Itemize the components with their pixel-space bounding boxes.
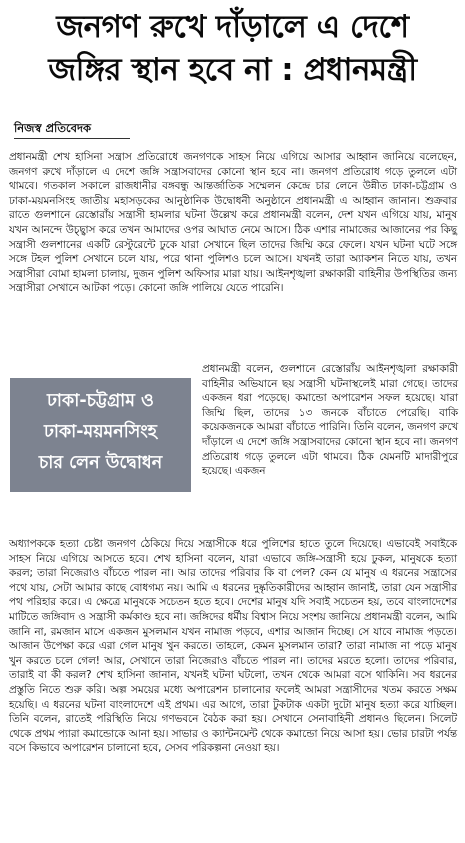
body-paragraph-3: অধ্যাপককে হত্যা চেষ্টা জনগণ ঠেকিয়ে দিয়ে সন্ত্রাসীকে ধরে পুলিশের হাতে তুলে দিয়েছে। এভাবেই সবাইকে সাহস নিয়ে এগিয়ে আসতে হবে। শেখ হাসিনা বলেন, যারা এভাবে জঙ্গি-সন্ত্রাসী হয়ে ঢুকল, মানুষকে হত্যা করল; তারা নিজেরাও বাঁচতে পারল না। আর তাদের পরিবার কি বা পেল? কেন যে মানুষ এ ধরনের সন্ত্রাসের পথে যায়, সেটা আমার কাছে বোধগম্য নয়। আমি এ ধরনের দুষ্কৃতিকারীদের আহ্বান জানাই, তারা যেন সন্ত্রাসীর পথ পরিহার করে। এ ক্ষেত্রে মানুষকে সচেতন হতে হবে। দেশের মানুষ যদি সবাই সচেতন হয়, তবে বাংলাদেশের মাটিতে জঙ্গিবাদ ও সন্ত্রাসী কর্মকাণ্ড হবে না। জঙ্গিদের ধর্মীয় বিশ্বাস নিয়ে সংশয় জানিয়ে প্রধানমন্ত্রী বলেন, আমি জানি না, রমজান মাসে একজন মুসলমান যখন নামাজ পড়বে, এশার আজান দিচ্ছে। সে যাবে নামাজ পড়তে। আজান উপেক্ষা করে এরা গেল মানুষ খুন করতে। তাহলে, কেমন মুসলমান তারা? তারা নামাজ না পড়ে মানুষ খুন করতে চলে গেল! আর, সেখানে তারা নিজেরাও বাঁচতে পারল না। তাদের মরতে হলো। তাদের পরিবার, তারাই বা কী করল? শেখ হাসিনা জানান, যখনই ঘটনা ঘটলো, তখন থেকে আমরা বসে থাকিনি। সব ধরনের প্রস্তুতি নিতে শুরু করি। অল্প সময়ের মধ্যে অপারেশন চালানোর ফলেই আমরা সন্ত্রাসীদের খতম করতে সক্ষম হয়েছি। এ ধরনের ঘটনা বাংলাদেশে এই প্রথম। এর আগে, তারা টুকটাক একটা দুটো মানুষ হত্যা করে যাচ্ছিল। তিনি বলেন, রাতেই পরিস্থিতি নিয়ে গণভবনে বৈঠক করা হয়। সেখানে সেনাবাহিনী প্রধানও ছিলেন। সিলেট থেকে প্রথম প্যারা কমান্ডোকে আনা হয়। সাভার ও ক্যান্টনমেন্ট থেকে কমান্ডো নিয়ে আসা হয়। ভোর চারটা পর্যন্ত বসে কিভাবে অপারেশন চালানো হবে, সেসব পরিকল্পনা নেওয়া হয়। xyxy=(9,538,457,755)
body-paragraph-2: প্রধানমন্ত্রী বলেন, গুলশানে রেস্তোরাঁয় আইনশৃঙ্খলা রক্ষাকারী বাহিনীর অভিযানে ছয় সন্ত্রাসী ঘটনাস্থলেই মারা গেছে। তাদের একজন ধরা পড়েছে। কমান্ডো অপারেশন সফল হয়েছে। যারা জিম্মি ছিল, তাদের ১৩ জনকে বাঁচাতে পেরেছি। বাকি কয়েকজনকে আমরা বাঁচাতে পারিনি। তিনি বলেন, জনগণ রুখে দাঁড়ালে এ দেশে জঙ্গি সন্ত্রাসবাদের কোনো স্থান হবে না। জনগণ প্রতিরোধ গড়ে তুললে এটা থামবে। ঠিক যেমনটি মাদারীপুরে হয়েছে। একজন xyxy=(202,363,458,478)
byline-underline xyxy=(14,138,130,139)
callout-line-3: চার লেন উদ্বোধন xyxy=(38,453,163,473)
body-paragraph-1: প্রধানমন্ত্রী শেখ হাসিনা সন্ত্রাস প্রতিরোধে জনগণকে সাহস নিয়ে এগিয়ে আসার আহ্বান জানিয়ে বলেছেন, জনগণ রুখে দাঁড়ালে এ দেশে জঙ্গি সন্ত্রাসবাদের কোনো স্থান হবে না। জনগণ প্রতিরোধ গড়ে তুললে এটা থামবে। গতকাল সকালে রাজধানীর বঙ্গবন্ধু আন্তর্জাতিক সম্মেলন কেন্দ্রে চার লেনে উন্নীত ঢাকা-চট্টগ্রাম ও ঢাকা-ময়মনসিংহ জাতীয় মহাসড়কের আনুষ্ঠানিক উদ্বোধনী অনুষ্ঠানে প্রধানমন্ত্রী এ আহ্বান জানান। শুক্রবার রাতে গুলশানে রেস্তোরাঁয় সন্ত্রাসী হামলার ঘটনা উল্লেখ করে প্রধানমন্ত্রী বলেন, দেশ যখন এগিয়ে যায়, মানুষ যখন আনন্দে উচ্ছ্বাস করে তখন আমাদের ওপর আঘাত নেমে আসে। ঠিক এশার নামাজের আজানের পর কিছু সন্ত্রাসী গুলশানের একটি রেস্টুরেন্টে ঢুকে যারা সেখানে ছিল তাদের জিম্মি করে ফেলে। যখন ঘটনা ঘটে সঙ্গে সঙ্গে টহল পুলিশ সেখানে চলে যায়, পরে থানা পুলিশও চলে আসে। যখনই তারা অ্যাকশন নিতে যায়, তখন সন্ত্রাসীরা বোমা হামলা চালায়, দুজন পুলিশ অফিসার মারা যায়। আইনশৃঙ্খলা রক্ষাকারী বাহিনীর উপস্থিতির জন্য সন্ত্রাসীরা সেখানে আটকা পড়ে। কোনো জঙ্গি পালিয়ে যেতে পারেনি। xyxy=(9,151,457,295)
byline: নিজস্ব প্রতিবেদক xyxy=(14,121,92,135)
headline-line-1: জনগণ রুখে দাঁড়ালে এ দেশে xyxy=(56,9,409,45)
headline xyxy=(8,6,457,92)
callout-line-1: ঢাকা-চট্টগ্রাম ও xyxy=(47,391,154,411)
callout-line-2: ঢাকা-ময়মনসিংহ xyxy=(43,422,158,442)
callout-box xyxy=(10,378,191,492)
headline-line-2: জঙ্গির স্থান হবে না : প্রধানমন্ত্রী xyxy=(48,52,417,88)
